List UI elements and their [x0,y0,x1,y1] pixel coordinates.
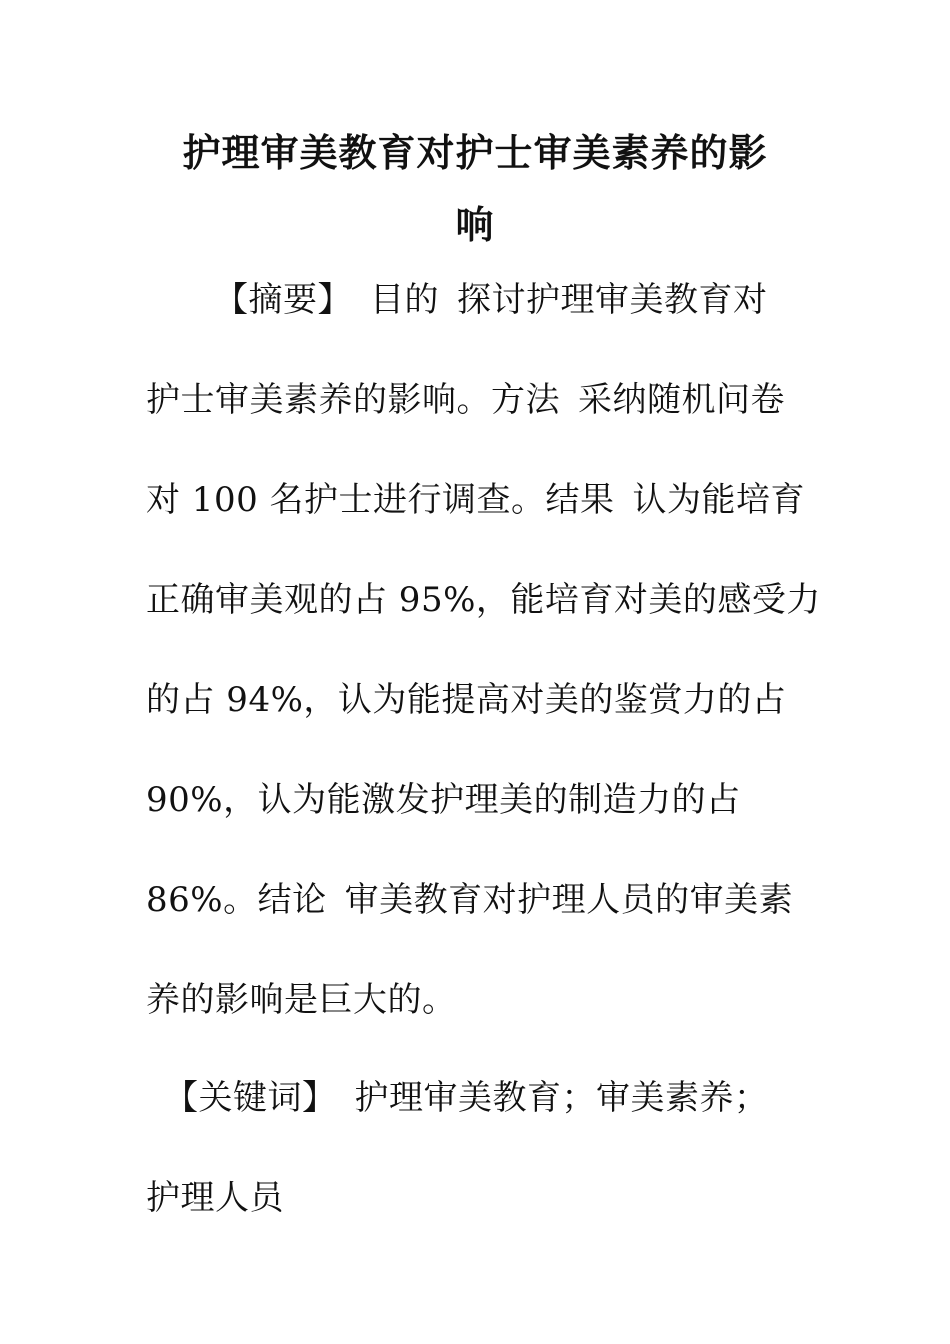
abstract-text: 养的影响是巨大的。 [146,980,457,1020]
keywords-line-2 [146,1176,284,1220]
keywords-line-1 [164,1076,769,1120]
document-title-line-2: 响 [455,203,495,247]
abstract-text: 对 100 名护士进行调查。结果 [146,480,615,520]
abstract-line-3 [146,478,805,522]
abstract-line-2 [146,378,785,422]
keywords-text: 护理人员 [146,1178,284,1218]
abstract-line-8 [146,978,457,1022]
abstract-text: 护士审美素养的影响。方法 [146,380,560,420]
abstract-text: 目的 [370,280,439,320]
abstract-line-4 [146,578,821,622]
abstract-line-1 [214,278,768,322]
abstract-text: 正确审美观的占 95%，能培育对美的感受力 [146,580,821,620]
abstract-text: 探讨护理审美教育对 [457,280,768,320]
abstract-text: 90%，认为能激发护理美的制造力的占 [146,780,741,820]
abstract-heading: 【摘要】 [214,280,352,320]
abstract-text: 审美教育对护理人员的审美素 [344,880,794,920]
abstract-text: 的占 94%，认为能提高对美的鉴赏力的占 [146,680,787,720]
abstract-line-7 [146,878,793,922]
abstract-text: 认为能培育 [632,480,806,520]
document-title-line-1: 护理审美教育对护士审美素养的影 [182,131,768,175]
abstract-line-5 [146,678,786,722]
keywords-text: 护理审美教育；审美素养； [354,1078,769,1118]
abstract-text: 采纳随机问卷 [578,380,785,420]
abstract-text: 86%。结论 [146,880,327,920]
abstract-line-6 [146,778,741,822]
keywords-heading: 【关键词】 [164,1078,337,1118]
